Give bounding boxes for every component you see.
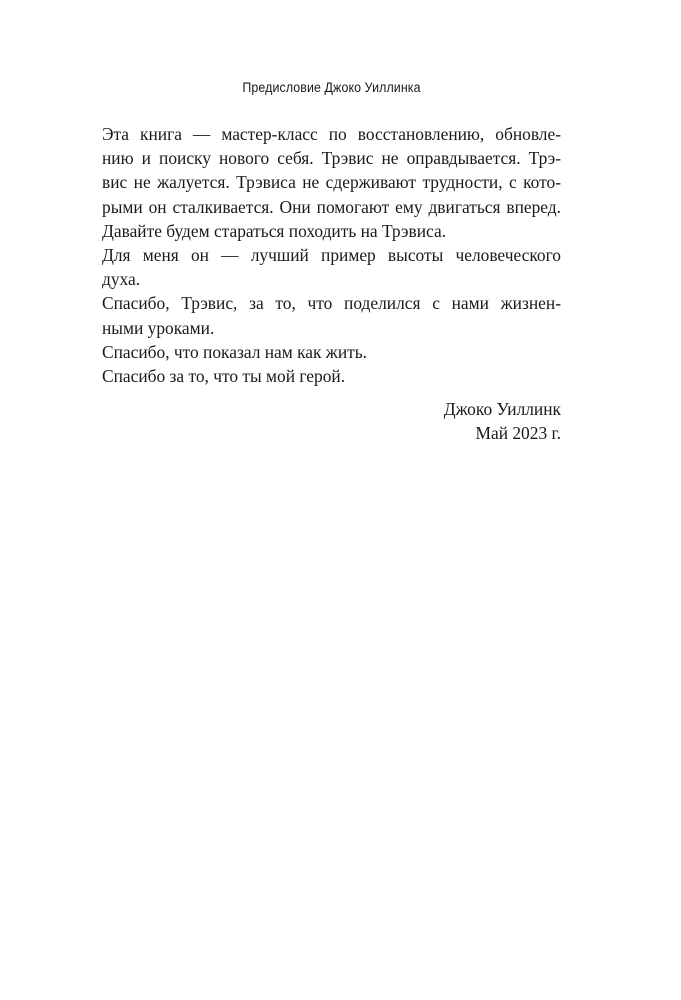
paragraph-1-line-2: нию и поиску нового себя. Трэвис не оправдывается. Трэ- (102, 148, 561, 169)
foreword-body (102, 122, 561, 388)
paragraph-2-line-2: духа. (102, 269, 141, 290)
paragraph-1-line-1: Эта книга — мастер-класс по восстановлению, обновле- (102, 124, 561, 144)
paragraph-1-line-4: рыми он сталкивается. Они помогают ему двигаться вперед. (102, 196, 561, 217)
book-page (102, 0, 561, 1000)
paragraph-1-line-5: Давайте будем стараться походить на Трэвиса. (102, 220, 447, 241)
signature-block (444, 397, 561, 445)
paragraph-3-line-1: Спасибо, Трэвис, за то, что поделился с нами жизнен- (102, 293, 561, 314)
signature-date: Май 2023 г. (475, 423, 561, 444)
running-header: Предисловие Джоко Уиллинка (242, 80, 421, 95)
paragraph-3-line-2: ными уроками. (102, 317, 215, 338)
paragraph-5-line-1: Спасибо за то, что ты мой герой. (102, 365, 346, 386)
paragraph-4-line-1: Спасибо, что показал нам как жить. (102, 341, 368, 362)
paragraph-1-line-3: вис не жалуется. Трэвиса не сдерживают трудности, с кото- (102, 172, 561, 193)
signature-author: Джоко Уиллинк (443, 399, 561, 419)
paragraph-2-line-1: Для меня он — лучший пример высоты человеческого (102, 244, 561, 265)
